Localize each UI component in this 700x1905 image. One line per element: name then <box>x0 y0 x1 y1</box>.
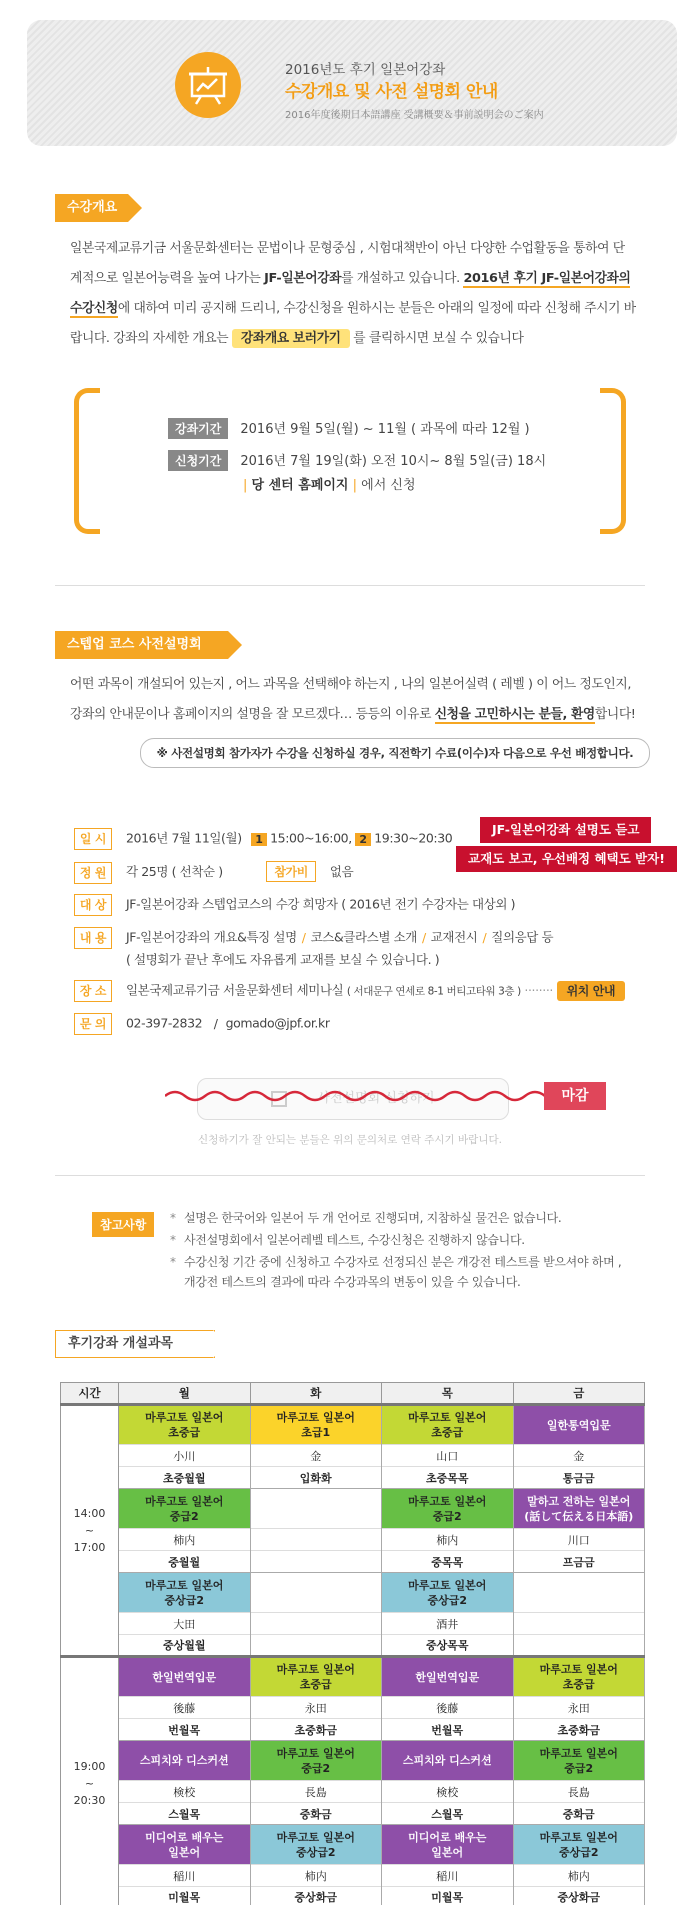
briefing-line2 <box>70 700 650 730</box>
col-header: 월 <box>119 1383 251 1405</box>
bracket-left <box>74 388 100 534</box>
class-cell <box>250 1405 382 1445</box>
time-start: 19:00 <box>73 1759 106 1773</box>
section-tag-timetable: 후기강좌 개설과목 <box>55 1330 215 1358</box>
text: 계적으로 일본어능력을 높여 나가는 <box>70 271 265 286</box>
class-name: 마루고토 일본어 <box>408 1411 487 1424</box>
class-cell <box>513 1489 645 1529</box>
code-cell: 중상목목 <box>382 1635 514 1657</box>
empty-cell <box>513 1635 645 1657</box>
class-cell <box>382 1741 514 1781</box>
overview-line3 <box>70 294 650 324</box>
teacher-cell: 永田 <box>250 1697 382 1719</box>
class-name: 마루고토 일본어 <box>145 1578 224 1592</box>
info-row-place: 장 소 일본국제교류기금 서울문화센터 세미나실 ( 서대문구 연세로 8-1 버티고타워 3층 ) ········ 위치 안내 <box>74 980 625 1002</box>
class-name: 초중급 <box>431 1426 464 1439</box>
class-name: 미디어로 배우는 <box>145 1830 224 1844</box>
promo-banner-1: JF-일본어강좌 설명도 듣고 <box>480 817 651 843</box>
course-period-label: 강좌기간 <box>168 418 228 439</box>
code-cell: 중화금 <box>513 1803 645 1825</box>
col-header: 시간 <box>61 1383 119 1405</box>
teacher-cell: 小川 <box>119 1445 251 1467</box>
class-cell <box>119 1489 251 1529</box>
code-cell: 초중화금 <box>250 1719 382 1741</box>
code-cell: 중상화금 <box>250 1887 382 1905</box>
time-sep: ~ <box>84 1524 95 1537</box>
teacher-cell: 後藤 <box>382 1697 514 1719</box>
slot-time: 15:00~16:00, <box>270 830 352 846</box>
header-subtitle: 2016年度後期日本語講座 受講概要＆事前説明会のご案内 <box>285 110 544 121</box>
reference-label: 참고사항 <box>92 1212 154 1237</box>
class-name: 초중급 <box>562 1678 595 1691</box>
code-cell: 중월월 <box>119 1551 251 1573</box>
col-header: 목 <box>382 1383 514 1405</box>
class-name: 중급2 <box>564 1761 594 1775</box>
content-item: JF-일본어강좌의 개요&특징 설명 <box>126 929 297 945</box>
class-name: 스피치와 디스커션 <box>402 1754 492 1767</box>
time-end: 17:00 <box>73 1541 106 1554</box>
class-name: 한일번역입문 <box>152 1670 217 1684</box>
reference-list <box>170 1208 650 1294</box>
course-overview-button[interactable]: 강좌개요 보러가기 <box>232 329 350 348</box>
time-start: 14:00 <box>73 1507 106 1520</box>
content-item: 교재전시 <box>430 929 478 945</box>
class-cell <box>382 1573 514 1613</box>
class-cell <box>382 1825 514 1865</box>
apply-where-row: | 당 센터 홈페이지 | 에서 신청 <box>243 478 416 493</box>
code-cell: 초중화금 <box>513 1719 645 1741</box>
text: 를 클릭하시면 보실 수 있습니다 <box>349 331 524 346</box>
teacher-cell: 長島 <box>513 1781 645 1803</box>
class-name: 스피치와 디스커션 <box>139 1754 229 1767</box>
apply-period-label: 신청기간 <box>168 450 228 471</box>
class-cell <box>119 1825 251 1865</box>
apply-briefing-label: 사전설명회 신청하기 <box>317 1091 435 1106</box>
info-row-target <box>74 894 515 916</box>
teacher-cell: 山口 <box>382 1445 514 1467</box>
apply-period-value: 2016년 7월 19일(화) 오전 10시~ 8월 5일(금) 18시 <box>240 454 547 469</box>
class-cell <box>250 1657 382 1697</box>
overview-line2 <box>70 264 650 294</box>
empty-cell <box>250 1635 382 1657</box>
class-name: (話して伝える日本語) <box>524 1509 634 1523</box>
teacher-cell: 金 <box>250 1445 382 1467</box>
slot-number-badge: 2 <box>355 833 370 846</box>
time-slot-afternoon <box>61 1405 119 1657</box>
class-name: 중상급2 <box>558 1845 599 1859</box>
code-cell: 중상월월 <box>119 1635 251 1657</box>
class-cell <box>513 1825 645 1865</box>
class-name: 초중급 <box>299 1678 332 1691</box>
apply-where-text: 에서 신청 <box>361 478 416 493</box>
code-cell: 번월목 <box>119 1719 251 1741</box>
fee-label: 참가비 <box>266 861 316 882</box>
class-cell <box>119 1741 251 1781</box>
class-cell <box>513 1741 645 1781</box>
class-name: 중급2 <box>432 1509 462 1523</box>
closed-note: 신청하기가 잘 안되는 분들은 위의 문의처로 연락 주시기 바랍니다. <box>198 1134 502 1146</box>
class-cell <box>250 1741 382 1781</box>
teacher-cell: 柿内 <box>382 1529 514 1551</box>
fee-value: 없음 <box>329 864 354 879</box>
content-label: 내 용 <box>74 927 112 949</box>
class-cell <box>250 1825 382 1865</box>
code-cell: 입화화 <box>250 1467 382 1489</box>
time-end: 20:30 <box>73 1793 106 1807</box>
empty-cell <box>513 1613 645 1635</box>
class-name: 마루고토 일본어 <box>276 1663 355 1676</box>
strike-wave <box>165 1088 545 1104</box>
teacher-cell: 柿内 <box>250 1865 382 1887</box>
teacher-cell: 大田 <box>119 1613 251 1635</box>
class-name: 마루고토 일본어 <box>145 1411 224 1424</box>
class-name: 한일번역입문 <box>415 1670 480 1684</box>
overview-line4 <box>70 324 650 354</box>
section-tag-overview: 수강개요 <box>55 194 128 222</box>
class-name: 일본어 <box>168 1845 201 1859</box>
reference-item: * 사전설명회에서 일본어레벨 테스트, 수강신청은 진행하지 않습니다. <box>170 1230 650 1250</box>
time-slot-evening <box>61 1657 119 1905</box>
reference-item: * 설명은 한국어와 일본어 두 개 언어로 진행되며, 지참하실 물건은 없습니다. <box>170 1208 650 1228</box>
info-row-contact: 문 의 02-397-2832 / gomado@jpf.or.kr <box>74 1013 330 1035</box>
teacher-cell: 柿内 <box>119 1529 251 1551</box>
class-name: 마루고토 일본어 <box>408 1494 487 1508</box>
teacher-cell: 金 <box>513 1445 645 1467</box>
teacher-cell: 長島 <box>250 1781 382 1803</box>
teacher-cell: 酒井 <box>382 1613 514 1635</box>
class-name: 중상급2 <box>295 1845 336 1859</box>
divider <box>55 585 645 586</box>
code-cell: 미월목 <box>382 1887 514 1905</box>
class-cell <box>513 1405 645 1445</box>
place-value: 일본국제교류기금 서울문화센터 세미나실 <box>126 982 344 998</box>
code-cell: 프금금 <box>513 1551 645 1573</box>
class-cell <box>513 1657 645 1697</box>
header-title: 수강개요 및 사전 설명회 안내 <box>285 82 498 102</box>
place-address: ( 서대문구 연세로 8-1 버티고타워 3층 ) <box>346 985 521 998</box>
class-name: 마루고토 일본어 <box>276 1411 355 1424</box>
text: 를 개설하고 있습니다. <box>341 271 464 286</box>
bracket-right <box>600 388 626 534</box>
class-name: 미디어로 배우는 <box>408 1830 487 1844</box>
code-cell: 중화금 <box>250 1803 382 1825</box>
class-cell <box>382 1405 514 1445</box>
empty-cell <box>250 1573 382 1613</box>
section-tag-briefing: 스텝업 코스 사전설명회 <box>55 631 228 659</box>
content-item: 질의응답 등 <box>491 929 554 945</box>
header-banner <box>27 20 677 146</box>
course-period-value: 2016년 9월 5일(월) ~ 11월 ( 과목에 따라 12월 ) <box>240 422 530 437</box>
capacity-value: 각 25명 ( 선착순 ) <box>126 864 223 879</box>
class-name: 중상급2 <box>427 1593 468 1607</box>
empty-cell <box>513 1573 645 1613</box>
code-cell: 스월목 <box>119 1803 251 1825</box>
briefing-paragraph <box>70 670 650 730</box>
capacity-label: 정 원 <box>74 862 112 884</box>
teacher-cell: 後藤 <box>119 1697 251 1719</box>
jf-course-name: JF-일본어강좌 <box>264 271 342 286</box>
class-name: 중급2 <box>301 1761 331 1775</box>
info-row-capacity <box>74 861 353 884</box>
empty-cell <box>250 1613 382 1635</box>
highlight-text: 신청을 고민하시는 분들, 환영 <box>434 707 595 722</box>
date-value: 2016년 7월 11일(월) <box>126 830 242 846</box>
text: 에 대하여 미리 공지해 드리니, 수강신청을 원하시는 분들은 아래의 일정에 따라 신청해 주시기 바 <box>117 301 636 316</box>
empty-cell <box>250 1529 382 1551</box>
teacher-cell: 川口 <box>513 1529 645 1551</box>
col-header: 금 <box>513 1383 645 1405</box>
text: 합니다! <box>594 707 636 722</box>
text: 랍니다. 강좌의 자세한 개요는 <box>70 331 232 346</box>
class-name: 중상급2 <box>164 1593 205 1607</box>
class-cell <box>119 1573 251 1613</box>
teacher-cell: 検校 <box>119 1781 251 1803</box>
col-header: 화 <box>250 1383 382 1405</box>
empty-cell <box>250 1551 382 1573</box>
class-name: 마루고토 일본어 <box>539 1830 618 1844</box>
class-name: 마루고토 일본어 <box>539 1663 618 1676</box>
closed-badge: 마감 <box>544 1082 606 1110</box>
briefing-line1: 어떤 과목이 개설되어 있는지 , 어느 과목을 선택해야 하는지 , 나의 일본어실력 ( 레벨 ) 이 어느 정도인지, <box>70 677 632 692</box>
code-cell: 통금금 <box>513 1467 645 1489</box>
contact-phone: 02-397-2832 <box>126 1015 203 1031</box>
content-note: ( 설명회가 끝난 후에도 자유롭게 교재를 보실 수 있습니다. ) <box>126 952 440 967</box>
empty-cell <box>250 1489 382 1529</box>
target-value: JF-일본어강좌 스텝업코스의 수강 희망자 ( 2016년 전기 수강자는 대상외 ) <box>126 896 516 912</box>
class-name: 일한통역입문 <box>546 1418 611 1432</box>
slot-number-badge: 1 <box>251 833 266 846</box>
class-name: 마루고토 일본어 <box>539 1746 618 1760</box>
code-cell: 스월목 <box>382 1803 514 1825</box>
class-name: 초중급 <box>168 1426 201 1439</box>
highlight-text: 2016년 후기 JF-일본어강좌의 <box>463 271 631 286</box>
class-name: 마루고토 일본어 <box>408 1578 487 1592</box>
content-item: 코스&클라스별 소개 <box>310 929 417 945</box>
text: 강좌의 안내문이나 홈페이지의 설명을 잘 모르겠다… 등등의 이유로 <box>70 707 435 722</box>
class-name: 초급1 <box>301 1426 331 1439</box>
class-cell <box>119 1405 251 1445</box>
class-name: 중급2 <box>169 1509 199 1523</box>
code-cell: 초중월월 <box>119 1467 251 1489</box>
course-period-row <box>168 418 530 439</box>
class-name: 일본어 <box>431 1845 464 1859</box>
class-name: 마루고토 일본어 <box>145 1494 224 1508</box>
reference-item: * 수강신청 기간 중에 신청하고 수강자로 선정되신 분은 개강전 테스트를 받으셔야 하며 , <box>170 1252 650 1272</box>
place-label: 장 소 <box>74 980 112 1002</box>
overview-line1: 일본국제교류기금 서울문화센터는 문법이나 문형중심 , 시험대책반이 아닌 다양한 수업활동을 통하여 단 <box>70 241 625 256</box>
class-name: 말하고 전하는 일본어 <box>527 1494 631 1508</box>
code-cell: 미월목 <box>119 1887 251 1905</box>
code-cell: 중목목 <box>382 1551 514 1573</box>
teacher-cell: 稲川 <box>119 1865 251 1887</box>
timetable <box>60 1382 645 1905</box>
code-cell: 초중목목 <box>382 1467 514 1489</box>
promo-banner-2: 교재도 보고, 우선배정 혜택도 받자! <box>456 846 677 872</box>
code-cell: 중상화금 <box>513 1887 645 1905</box>
time-sep: ~ <box>84 1776 95 1790</box>
code-cell: 번월목 <box>382 1719 514 1741</box>
slot-time: 19:30~20:30 <box>374 830 453 846</box>
reference-item-cont: 개강전 테스트의 결과에 따라 수강과목의 변동이 있을 수 있습니다. <box>184 1275 521 1289</box>
target-label: 대 상 <box>74 894 112 916</box>
teacher-cell: 柿内 <box>513 1865 645 1887</box>
teacher-cell: 永田 <box>513 1697 645 1719</box>
info-row-date <box>74 828 452 850</box>
info-row-content: 내 용 JF-일본어강좌의 개요&특징 설명 / 코스&클라스별 소개 / 교재전시 / 질의응답 등 <box>74 927 553 949</box>
teacher-cell: 検校 <box>382 1781 514 1803</box>
location-button[interactable]: 위치 안내 <box>557 981 626 1001</box>
overview-paragraph <box>70 234 650 354</box>
contact-label: 문 의 <box>74 1013 112 1035</box>
contact-email[interactable]: gomado@jpf.or.kr <box>225 1015 330 1031</box>
apply-period-row <box>168 450 546 471</box>
divider <box>55 1175 645 1176</box>
header-line1: 2016년도 후기 일본어강좌 <box>285 62 446 78</box>
class-name: 마루고토 일본어 <box>276 1746 355 1760</box>
presentation-board-icon <box>175 52 241 118</box>
teacher-cell: 稲川 <box>382 1865 514 1887</box>
class-cell <box>119 1657 251 1697</box>
highlight-text: 수강신청 <box>70 301 118 316</box>
class-cell <box>382 1489 514 1529</box>
homepage-link[interactable]: 당 센터 홈페이지 <box>251 478 349 493</box>
date-label: 일 시 <box>74 828 112 850</box>
priority-notice: ※ 사전설명회 참가자가 수강을 신청하실 경우, 직전학기 수료(이수)자 다음으로 우선 배정합니다. <box>140 738 650 768</box>
class-cell <box>382 1657 514 1697</box>
class-name: 마루고토 일본어 <box>276 1830 355 1844</box>
